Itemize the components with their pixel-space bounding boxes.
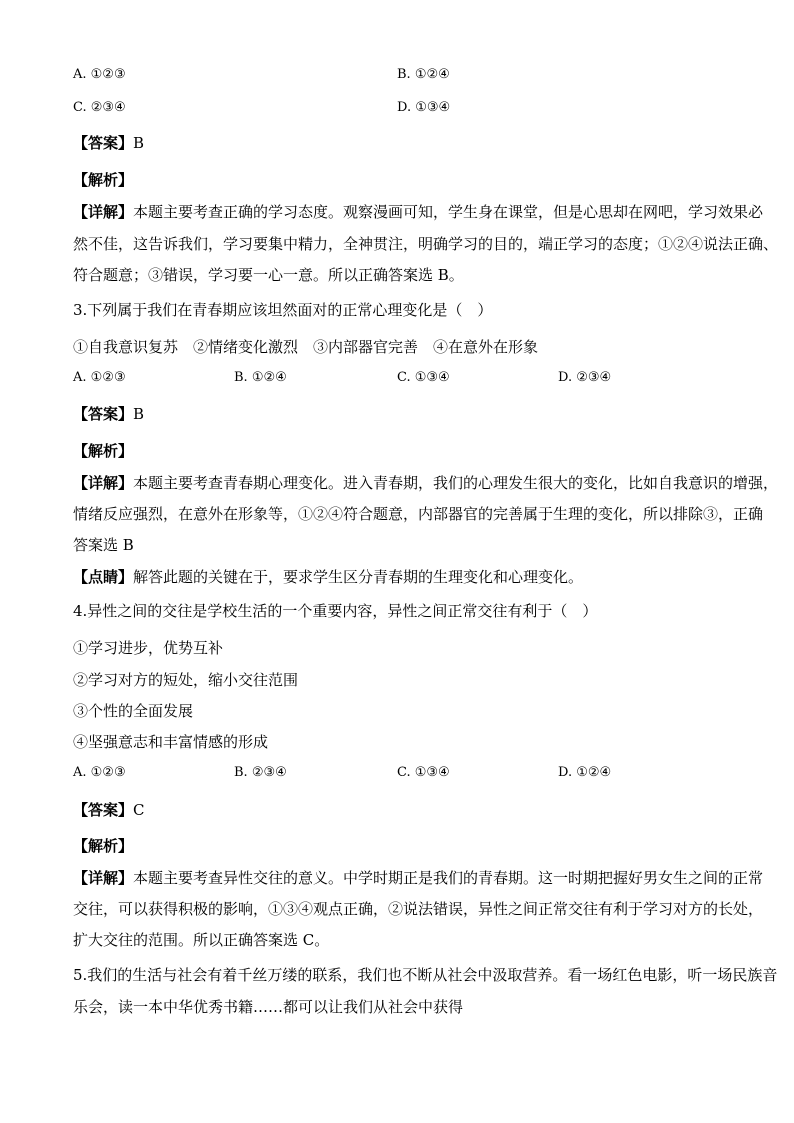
question-stem: 4.异性之间的交往是学校生活的一个重要内容，异性之间正常交往有利于（ ） — [73, 602, 598, 620]
analysis-label: 【解析】 — [73, 442, 134, 460]
option-d: D. ①②④ — [558, 765, 612, 780]
tip-line — [73, 567, 583, 587]
option-b: B. ①②④ — [234, 370, 287, 385]
question-stem-line-1: 5.我们的生活与社会有着千丝万缕的联系，我们也不断从社会中汲取营养。看一场红色电影，听一场民族音 — [73, 966, 778, 984]
detail-label: 【详解】 — [73, 869, 134, 887]
question-stem-line-2: 乐会，读一本中华优秀书籍……都可以让我们从社会中获得 — [73, 998, 464, 1016]
detail-line-3: 答案选 B — [73, 536, 134, 554]
answer-value: B — [133, 405, 145, 423]
answer-line — [73, 800, 145, 820]
statement-3: ③个性的全面发展 — [73, 702, 194, 720]
tip-text: 解答此题的关键在于，要求学生区分青春期的生理变化和心理变化。 — [133, 568, 584, 586]
answer-value: B — [133, 134, 145, 152]
option-d: D. ②③④ — [558, 370, 612, 385]
option-a: A. ①②③ — [73, 370, 126, 385]
option-c: C. ②③④ — [73, 100, 126, 115]
detail-label: 【详解】 — [73, 203, 134, 221]
option-a: A. ①②③ — [73, 765, 126, 780]
answer-label: 【答案】 — [73, 405, 134, 423]
detail-line-1 — [73, 868, 763, 888]
option-a: A. ①②③ — [73, 67, 126, 82]
analysis-label: 【解析】 — [73, 171, 134, 189]
detail-label: 【详解】 — [73, 474, 134, 492]
question-statements: ①自我意识复苏 ②情绪变化激烈 ③内部器官完善 ④在意外在形象 — [73, 338, 539, 356]
option-d: D. ①③④ — [397, 100, 451, 115]
answer-line — [73, 404, 144, 424]
option-b: B. ①②④ — [397, 67, 450, 82]
answer-line — [73, 133, 144, 153]
question-stem: 3.下列属于我们在青春期应该坦然面对的正常心理变化是（ ） — [73, 301, 493, 319]
option-b: B. ②③④ — [234, 765, 287, 780]
detail-line-2: 情绪反应强烈，在意外在形象等，①②④符合题意，内部器官的完善属于生理的变化，所以排除③，正确 — [73, 505, 764, 523]
analysis-label: 【解析】 — [73, 837, 134, 855]
option-c: C. ①③④ — [397, 765, 450, 780]
answer-label: 【答案】 — [73, 134, 134, 152]
detail-text: 本题主要考查异性交往的意义。中学时期正是我们的青春期。这一时期把握好男女生之间的正常 — [133, 869, 764, 887]
detail-line-2: 然不佳，这告诉我们，学习要集中精力，全神贯注，明确学习的目的，端正学习的态度；①②④说法正确、 — [73, 235, 779, 253]
detail-line-3: 符合题意；③错误，学习要一心一意。所以正确答案选 B。 — [73, 266, 464, 284]
tip-label: 【点睛】 — [73, 568, 134, 586]
statement-2: ②学习对方的短处，缩小交往范围 — [73, 671, 299, 689]
detail-text: 本题主要考查正确的学习态度。观察漫画可知，学生身在课堂，但是心思却在网吧，学习效果必 — [133, 203, 764, 221]
statement-4: ④坚强意志和丰富情感的形成 — [73, 733, 269, 751]
detail-line-3: 扩大交往的范围。所以正确答案选 C。 — [73, 931, 330, 949]
answer-value: C — [133, 801, 145, 819]
detail-line-1 — [73, 473, 778, 493]
detail-line-1 — [73, 202, 763, 222]
statement-1: ①学习进步，优势互补 — [73, 639, 224, 657]
detail-line-2: 交往，可以获得积极的影响，①③④观点正确，②说法错误，异性之间正常交往有利于学习对方的长处， — [73, 900, 764, 918]
option-c: C. ①③④ — [397, 370, 450, 385]
detail-text: 本题主要考查青春期心理变化。进入青春期，我们的心理发生很大的变化，比如自我意识的增强， — [133, 474, 779, 492]
answer-label: 【答案】 — [73, 801, 134, 819]
